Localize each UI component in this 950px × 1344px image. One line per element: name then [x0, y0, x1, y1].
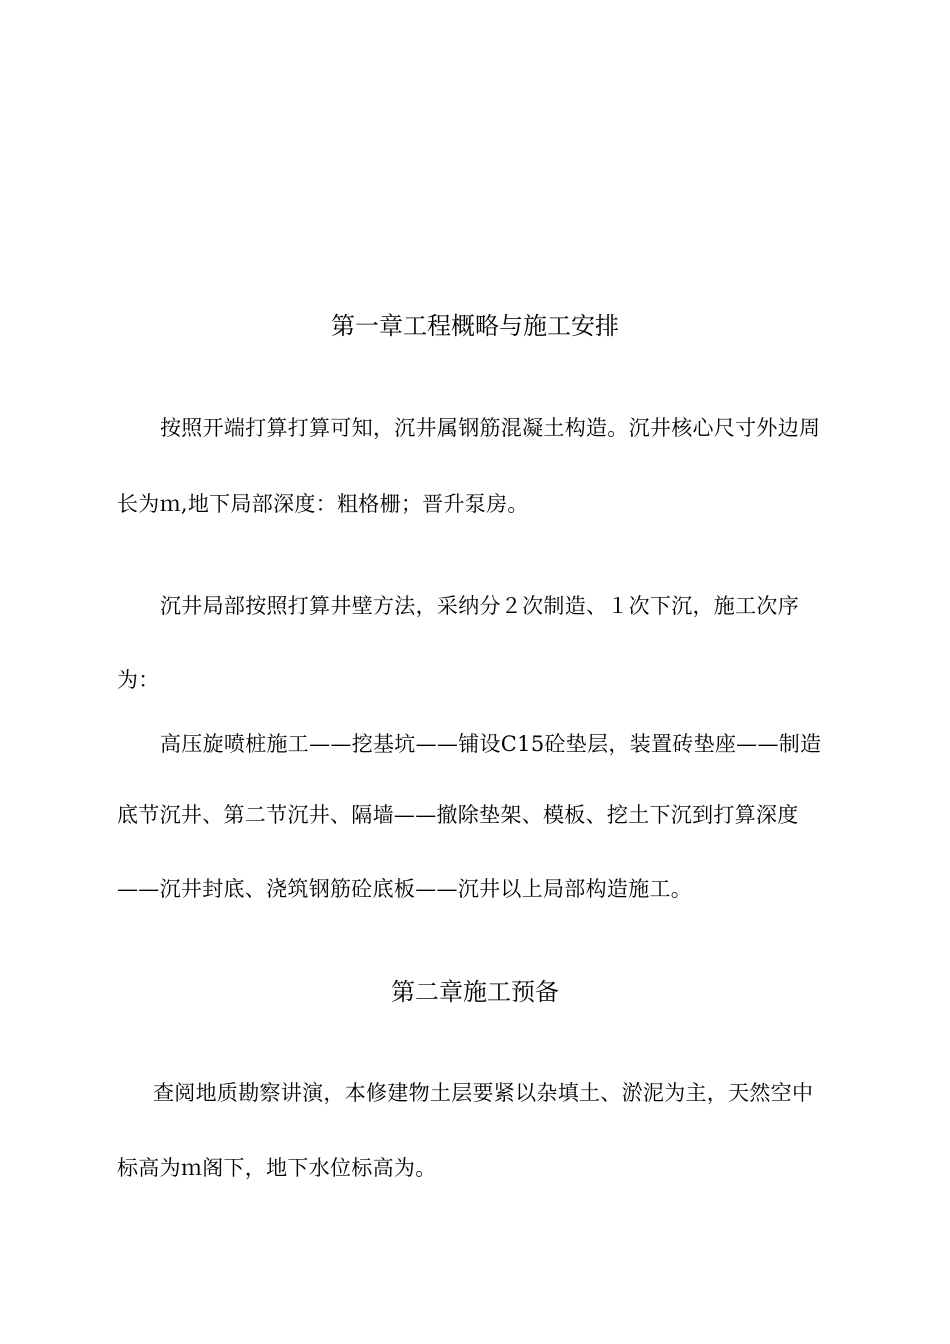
chapter-2-para-1-line-1: 查阅地质勘察讲演，本修建物土层要紧以杂填土、淤泥为主，天然空中 — [153, 1081, 814, 1105]
chapter-2-para-1-line-2: 标高为ｍ阁下，地下水位标高为。 — [117, 1156, 437, 1180]
chapter-1-para-3-line-2: 底节沉井、第二节沉井、隔墙——撤除垫架、模板、挖土下沉到打算深度 — [117, 803, 799, 827]
chapter-1-para-1-line-1: 按照开端打算打算可知，沉井属钢筋混凝土构造。沉井核心尺寸外边周 — [160, 416, 821, 440]
chapter-1-para-2-line-1: 沉井局部按照打算井壁方法，采纳分２次制造、１次下沉，施工次序 — [160, 594, 799, 618]
chapter-1-title: 第一章工程概略与施工安排 — [331, 312, 619, 340]
chapter-1-para-3-line-1: 高压旋喷桩施工——挖基坑——铺设C15砼垫层，装置砖垫座——制造 — [160, 732, 822, 756]
chapter-1-para-3-line-3: ——沉井封底、浇筑钢筋砼底板——沉井以上局部构造施工。 — [117, 877, 693, 901]
chapter-2-title: 第二章施工预备 — [391, 978, 559, 1006]
chapter-1-para-1-line-2: 长为ｍ,地下局部深度：粗格栅；晋升泵房。 — [117, 492, 529, 516]
chapter-1-para-2-line-2: 为： — [117, 668, 160, 692]
